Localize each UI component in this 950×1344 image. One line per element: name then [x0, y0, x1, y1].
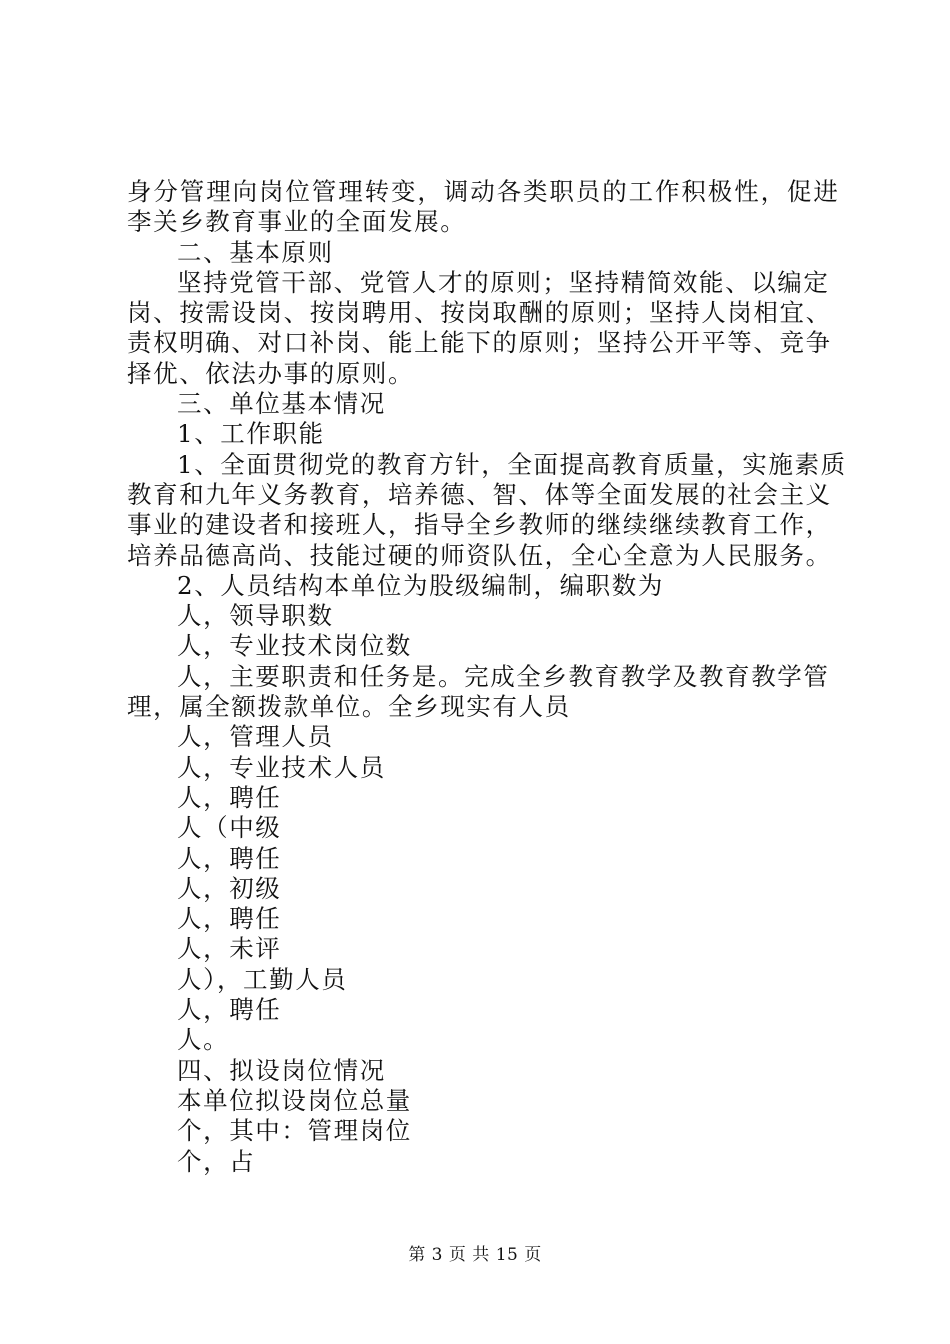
paragraph-line: 身分管理向岗位管理转变，调动各类职员的工作积极性，促进 [127, 177, 840, 206]
paragraph-line: 责权明确、对口补岗、能上能下的原则；坚持公开平等、竞争 [127, 328, 832, 358]
paragraph-line: 理，属全额拨款单位。全乡现实有人员 [127, 692, 571, 722]
paragraph-line: 人，聘任 [177, 995, 282, 1025]
paragraph-line: 教育和九年义务教育，培养德、智、体等全面发展的社会主义 [127, 479, 832, 509]
section-heading: 四、拟设岗位情况 [177, 1055, 386, 1085]
document-body [127, 177, 847, 1177]
section-heading: 二、基本原则 [177, 237, 334, 267]
paragraph-line: 人，聘任 [177, 843, 282, 873]
paragraph-line: 人，专业技术岗位数 [177, 631, 412, 661]
paragraph-line: 人。 [177, 1025, 230, 1055]
paragraph-line: 岗、按需设岗、按岗聘用、按岗取酬的原则；坚持人岗相宜、 [127, 298, 832, 328]
paragraph-line: 人，聘任 [177, 782, 282, 812]
page-footer [0, 1245, 950, 1265]
paragraph-line: 个，其中：管理岗位 [177, 1116, 412, 1146]
page-number-label: 第 3 页 共 15 页 [408, 1245, 542, 1265]
paragraph-line: 人，聘任 [177, 904, 282, 934]
paragraph-line: 人，管理人员 [177, 722, 334, 752]
subsection-heading: 1、工作职能 [177, 419, 325, 449]
paragraph-line: 人，初级 [177, 873, 282, 903]
paragraph-line: 本单位拟设岗位总量 [177, 1085, 412, 1115]
paragraph-line: 人，领导职数 [177, 601, 334, 631]
paragraph-line: 培养品德高尚、技能过硬的师资队伍，全心全意为人民服务。 [127, 540, 832, 570]
paragraph-line: 人（中级 [177, 813, 282, 843]
paragraph-line: 李关乡教育事业的全面发展。 [127, 207, 467, 237]
paragraph-line: 择优、依法办事的原则。 [127, 358, 415, 388]
paragraph-line: 事业的建设者和接班人，指导全乡教师的继续继续教育工作， [127, 510, 832, 540]
paragraph-line: 人，主要职责和任务是。完成全乡教育教学及教育教学管 [177, 661, 830, 691]
paragraph-line: 坚持党管干部、党管人才的原则；坚持精简效能、以编定 [177, 267, 830, 297]
paragraph-line: 2、人员结构本单位为股级编制，编职数为 [177, 570, 664, 600]
section-heading: 三、单位基本情况 [177, 389, 386, 419]
paragraph-line: 人，未评 [177, 934, 282, 964]
paragraph-line: 人，专业技术人员 [177, 752, 386, 782]
paragraph-line: 个，占 [177, 1146, 256, 1176]
paragraph-line: 1、全面贯彻党的教育方针，全面提高教育质量，实施素质 [177, 449, 847, 479]
paragraph-line: 人），工勤人员 [177, 964, 348, 994]
